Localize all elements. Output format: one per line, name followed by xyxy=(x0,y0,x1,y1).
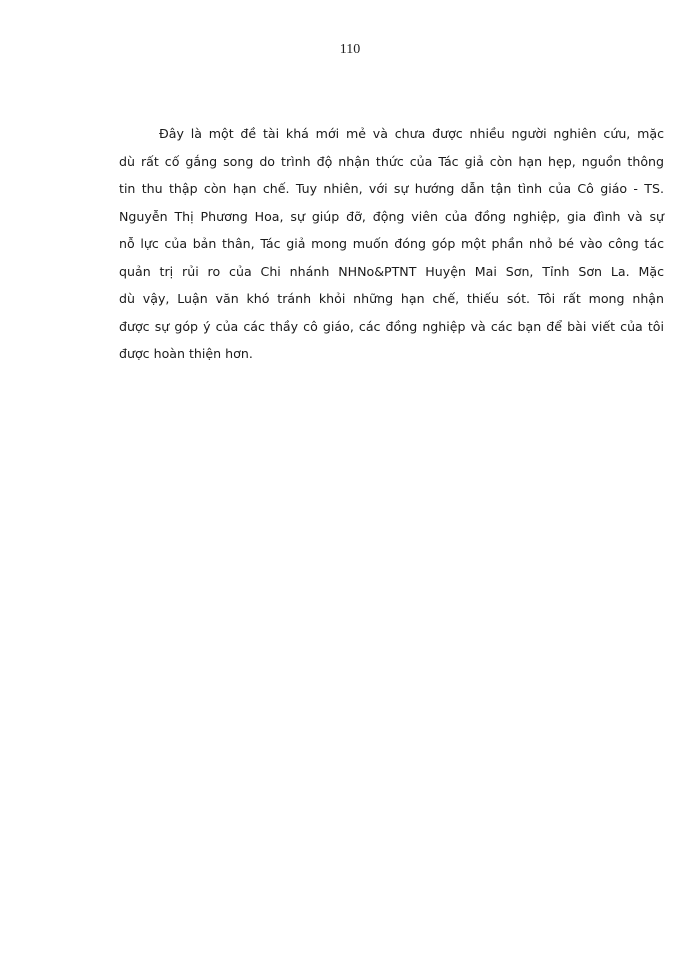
paragraph-line: dù rất cố gắng song do trình độ nhận thức của Tác giả còn hạn hẹp, nguồn thông xyxy=(119,153,664,169)
paragraph-line: tin thu thập còn hạn chế. Tuy nhiên, với sự hướng dẫn tận tình của Cô giáo - TS. xyxy=(119,181,664,196)
paragraph-line: dù vậy, Luận văn khó tránh khỏi những hạn chế, thiếu sót. Tôi rất mong nhận xyxy=(119,291,664,306)
paragraph-line: nỗ lực của bản thân, Tác giả mong muốn đóng góp một phần nhỏ bé vào công tác xyxy=(119,236,664,251)
page-number: 110 xyxy=(339,42,361,57)
paragraph-line: được sự góp ý của các thầy cô giáo, các đồng nghiệp và các bạn để bài viết của tôi xyxy=(119,318,664,334)
body-paragraph xyxy=(119,120,664,368)
paragraph-line: được hoàn thiện hơn. xyxy=(119,346,253,361)
paragraph-line: quản trị rủi ro của Chi nhánh NHNo&PTNT Huyện Mai Sơn, Tỉnh Sơn La. Mặc xyxy=(119,263,664,279)
paragraph-line: Nguyễn Thị Phương Hoa, sự giúp đỡ, động viên của đồng nghiệp, gia đình và sự xyxy=(119,208,664,224)
paragraph-line: Đây là một đề tài khá mới mẻ và chưa được nhiều người nghiên cứu, mặc xyxy=(159,126,664,141)
